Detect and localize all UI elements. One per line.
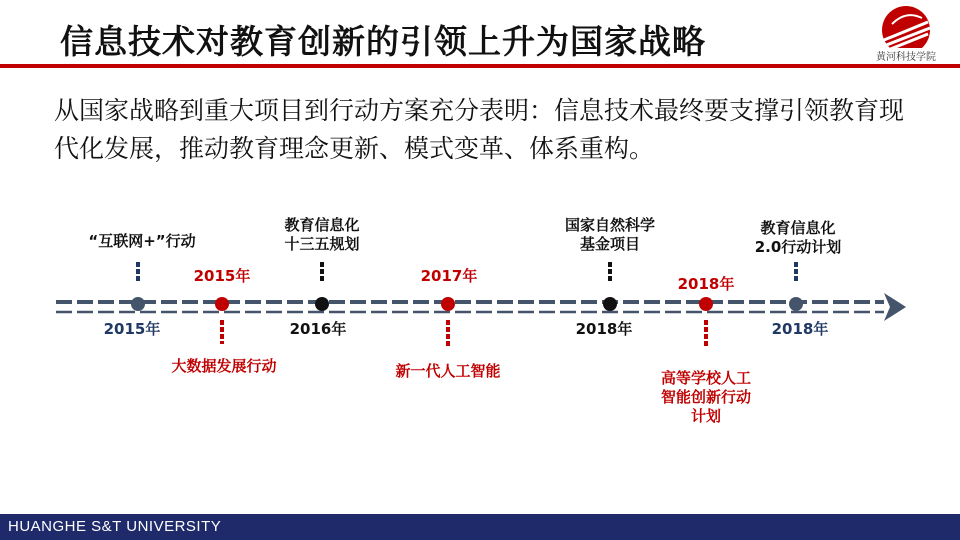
timeline-marker-2	[215, 297, 229, 311]
event-label-6-line-3: 计划	[690, 407, 722, 425]
event-label-3-line-1: 教育信息化	[284, 216, 360, 234]
subtitle-text: 从国家战略到重大项目到行动方案充分表明：信息技术最终要支撑引领教育现代化发展，推动教育理念更新、模式变革、体系重构。	[54, 96, 905, 163]
event-label-6	[661, 369, 751, 426]
timeline-marker-3	[315, 297, 329, 311]
footer-bar	[0, 514, 960, 540]
page-title: 信息技术对教育创新的引领上升为国家战略	[60, 22, 706, 61]
footer-text: HUANGHE S&T UNIVERSITY	[8, 518, 222, 535]
event-label-6-line-2: 智能创新行动	[660, 388, 752, 406]
event-label-5-line-1: 国家自然科学	[564, 216, 656, 234]
event-label-7-line-1: 教育信息化	[760, 219, 836, 237]
timeline-marker-7	[789, 297, 803, 311]
event-year-5: 2018年	[575, 320, 633, 338]
timeline-marker-6	[699, 297, 713, 311]
event-year-2: 2015年	[193, 267, 251, 285]
event-label-2: 大数据发展行动	[171, 357, 277, 375]
logo-text: 黄河科技学院	[876, 52, 936, 63]
event-label-3-line-2: 十三五规划	[284, 235, 360, 253]
event-label-7	[755, 219, 842, 257]
event-label-1: “互联网+”行动	[88, 232, 196, 250]
timeline-arrow-icon	[884, 293, 906, 321]
event-year-7: 2018年	[771, 320, 829, 338]
event-year-3: 2016年	[289, 320, 347, 338]
timeline-marker-5	[603, 297, 617, 311]
event-year-4: 2017年	[420, 267, 478, 285]
event-label-3	[284, 216, 359, 254]
event-label-7-line-2: 2.0行动计划	[754, 238, 842, 256]
event-label-6-line-1: 高等学校人工	[660, 369, 752, 387]
timeline-marker-1	[131, 297, 145, 311]
event-label-4: 新一代人工智能	[395, 362, 501, 380]
event-label-5	[565, 216, 655, 254]
event-year-6: 2018年	[677, 275, 735, 293]
timeline-marker-4	[441, 297, 455, 311]
event-year-1: 2015年	[103, 320, 161, 338]
event-label-5-line-2: 基金项目	[579, 235, 641, 253]
